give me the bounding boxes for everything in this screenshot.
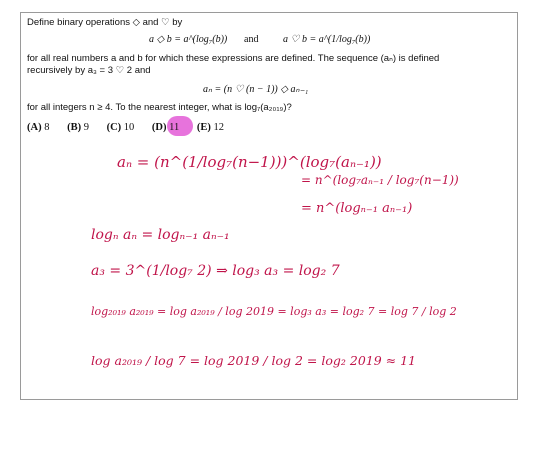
problem-line-4: for all integers n ≥ 4. To the nearest integer, what is log₇(a₂₀₁₉)? bbox=[27, 102, 292, 113]
choice-e[interactable]: (E) 12 bbox=[196, 122, 224, 133]
problem-line-2: for all real numbers a and b for which these expressions are defined. The sequence (aₙ) is defined bbox=[27, 53, 440, 64]
recursion-formula: aₙ = (n ♡ (n − 1)) ◇ aₙ₋₁ bbox=[203, 84, 309, 95]
work-line-2: logₙ aₙ = logₙ₋₁ aₙ₋₁ bbox=[91, 227, 230, 243]
work-line-1b: = n^(log₇aₙ₋₁ / log₇(n−1)) bbox=[301, 173, 459, 187]
choice-d[interactable]: (D) 11 bbox=[151, 122, 180, 133]
answer-choices bbox=[27, 122, 239, 133]
definition-heart: a ♡ b = a^(1/log₇(b)) bbox=[283, 34, 371, 45]
choice-a[interactable]: (A) 8 bbox=[27, 122, 50, 133]
problem-intro: Define binary operations ◇ and ♡ by bbox=[27, 17, 183, 28]
work-line-3: a₃ = 3^(1/log₇ 2) ⇒ log₃ a₃ = log₂ 7 bbox=[91, 263, 340, 279]
choice-b[interactable]: (B) 9 bbox=[67, 122, 89, 133]
work-line-1c: = n^(logₙ₋₁ aₙ₋₁) bbox=[301, 201, 413, 216]
work-line-5: log a₂₀₁₉ / log 7 = log 2019 / log 2 = log₂ 2019 ≈ 11 bbox=[91, 353, 417, 368]
definition-diamond: a ◇ b = a^(log₇(b)) bbox=[149, 34, 228, 45]
problem-card bbox=[20, 12, 518, 400]
choice-c[interactable]: (C) 10 bbox=[106, 122, 135, 133]
definition-and: and bbox=[244, 34, 259, 45]
work-line-1: aₙ = (n^(1/log₇(n−1)))^(log₇(aₙ₋₁)) bbox=[117, 153, 382, 171]
problem-line-3: recursively by a₃ = 3 ♡ 2 and bbox=[27, 65, 151, 76]
work-line-4: log₂₀₁₉ a₂₀₁₉ = log a₂₀₁₉ / log 2019 = log₃ a₃ = log₂ 7 = log 7 / log 2 bbox=[91, 305, 457, 318]
